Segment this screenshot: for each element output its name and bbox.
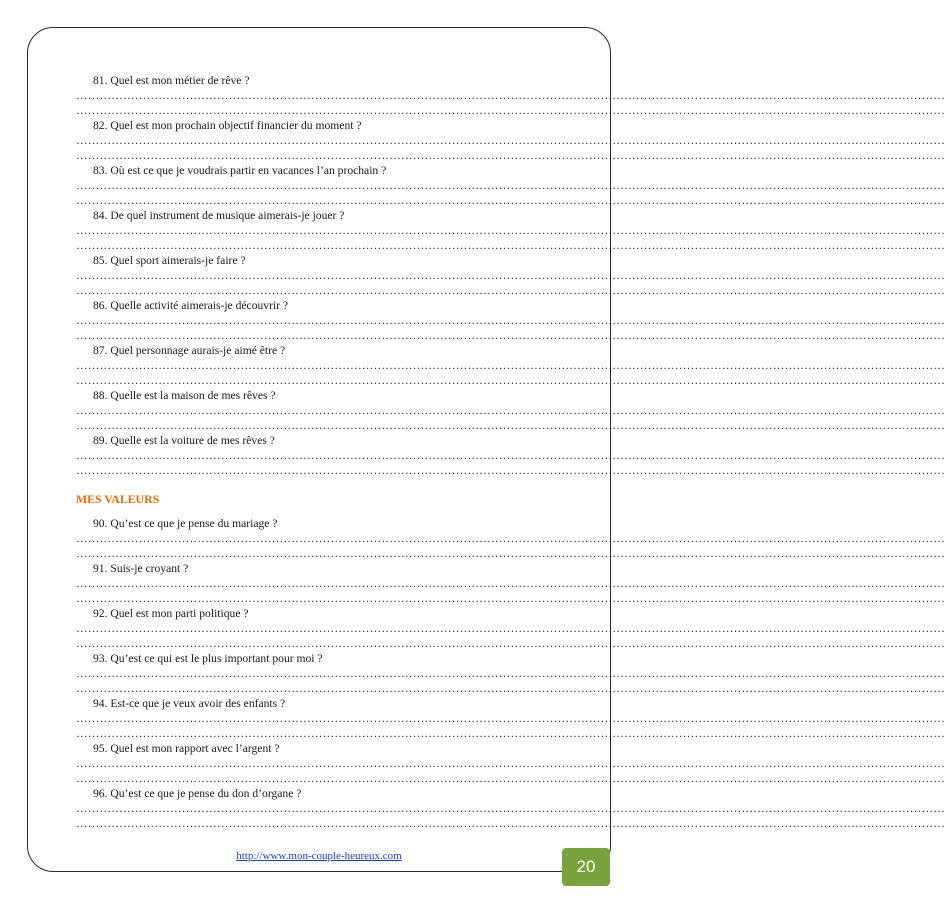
question-text: 87. Quel personnage aurais-je aimé être ? <box>93 344 286 357</box>
section-title: MES VALEURS <box>76 492 160 506</box>
answer-dotted-line[interactable]: …………………………………………………………………………………………………………………………………………………………………………………………………… <box>76 419 945 432</box>
questions-block-2 <box>76 516 945 831</box>
question-text: 83. Où est ce que je voudrais partir en vacances l’an prochain ? <box>93 164 387 177</box>
questions-block-1 <box>76 73 945 478</box>
answer-dotted-line[interactable]: …………………………………………………………………………………………………………………………………………………………………………………………………… <box>76 667 945 680</box>
answer-dotted-line[interactable]: …………………………………………………………………………………………………………………………………………………………………………………………………… <box>76 89 945 102</box>
answer-dotted-line[interactable]: …………………………………………………………………………………………………………………………………………………………………………………………………… <box>76 464 945 477</box>
answer-dotted-line[interactable]: …………………………………………………………………………………………………………………………………………………………………………………………………… <box>76 179 945 192</box>
answer-dotted-line[interactable]: …………………………………………………………………………………………………………………………………………………………………………………………………… <box>76 817 945 830</box>
questionnaire-content <box>76 73 945 831</box>
question-text: 93. Qu’est ce qui est le plus important pour moi ? <box>93 652 323 665</box>
answer-dotted-line[interactable]: …………………………………………………………………………………………………………………………………………………………………………………………………… <box>76 682 945 695</box>
answer-dotted-line[interactable]: …………………………………………………………………………………………………………………………………………………………………………………………………… <box>76 449 945 462</box>
question-text: 90. Qu’est ce que je pense du mariage ? <box>93 517 278 530</box>
question-text: 88. Quelle est la maison de mes rêves ? <box>93 389 276 402</box>
answer-dotted-line[interactable]: …………………………………………………………………………………………………………………………………………………………………………………………………… <box>76 547 945 560</box>
answer-dotted-line[interactable]: …………………………………………………………………………………………………………………………………………………………………………………………………… <box>76 194 945 207</box>
question-text: 96. Qu’est ce que je pense du don d’organe ? <box>93 787 302 800</box>
question-text: 89. Quelle est la voiture de mes rêves ? <box>93 434 275 447</box>
answer-dotted-line[interactable]: …………………………………………………………………………………………………………………………………………………………………………………………………… <box>76 104 945 117</box>
answer-dotted-line[interactable]: …………………………………………………………………………………………………………………………………………………………………………………………………… <box>76 374 945 387</box>
footer-website-link[interactable]: http://www.mon-couple-heureux.com <box>236 850 402 862</box>
question-text: 95. Quel est mon rapport avec l’argent ? <box>93 742 280 755</box>
answer-dotted-line[interactable]: …………………………………………………………………………………………………………………………………………………………………………………………………… <box>76 727 945 740</box>
question-text: 81. Quel est mon métier de rêve ? <box>93 74 250 87</box>
answer-dotted-line[interactable]: …………………………………………………………………………………………………………………………………………………………………………………………………… <box>76 757 945 770</box>
answer-dotted-line[interactable]: …………………………………………………………………………………………………………………………………………………………………………………………………… <box>76 149 945 162</box>
question-text: 86. Quelle activité aimerais-je découvrir ? <box>93 299 289 312</box>
answer-dotted-line[interactable]: …………………………………………………………………………………………………………………………………………………………………………………………………… <box>76 314 945 327</box>
answer-dotted-line[interactable]: …………………………………………………………………………………………………………………………………………………………………………………………………… <box>76 359 945 372</box>
answer-dotted-line[interactable]: …………………………………………………………………………………………………………………………………………………………………………………………………… <box>76 224 945 237</box>
question-text: 85. Quel sport aimerais-je faire ? <box>93 254 246 267</box>
answer-dotted-line[interactable]: …………………………………………………………………………………………………………………………………………………………………………………………………… <box>76 712 945 725</box>
question-text: 94. Est-ce que je veux avoir des enfants ? <box>93 697 286 710</box>
question-text: 82. Quel est mon prochain objectif financier du moment ? <box>93 119 362 132</box>
answer-dotted-line[interactable]: …………………………………………………………………………………………………………………………………………………………………………………………………… <box>76 772 945 785</box>
question-text: 91. Suis-je croyant ? <box>93 562 189 575</box>
answer-dotted-line[interactable]: …………………………………………………………………………………………………………………………………………………………………………………………………… <box>76 592 945 605</box>
answer-dotted-line[interactable]: …………………………………………………………………………………………………………………………………………………………………………………………………… <box>76 269 945 282</box>
answer-dotted-line[interactable]: …………………………………………………………………………………………………………………………………………………………………………………………………… <box>76 404 945 417</box>
answer-dotted-line[interactable]: …………………………………………………………………………………………………………………………………………………………………………………………………… <box>76 532 945 545</box>
answer-dotted-line[interactable]: …………………………………………………………………………………………………………………………………………………………………………………………………… <box>76 134 945 147</box>
answer-dotted-line[interactable]: …………………………………………………………………………………………………………………………………………………………………………………………………… <box>76 577 945 590</box>
page-number-badge: 20 <box>562 848 610 886</box>
answer-dotted-line[interactable]: …………………………………………………………………………………………………………………………………………………………………………………………………… <box>76 284 945 297</box>
answer-dotted-line[interactable]: …………………………………………………………………………………………………………………………………………………………………………………………………… <box>76 802 945 815</box>
question-text: 84. De quel instrument de musique aimerais-je jouer ? <box>93 209 345 222</box>
answer-dotted-line[interactable]: …………………………………………………………………………………………………………………………………………………………………………………………………… <box>76 622 945 635</box>
answer-dotted-line[interactable]: …………………………………………………………………………………………………………………………………………………………………………………………………… <box>76 329 945 342</box>
question-text: 92. Quel est mon parti politique ? <box>93 607 249 620</box>
answer-dotted-line[interactable]: …………………………………………………………………………………………………………………………………………………………………………………………………… <box>76 239 945 252</box>
answer-dotted-line[interactable]: …………………………………………………………………………………………………………………………………………………………………………………………………… <box>76 637 945 650</box>
